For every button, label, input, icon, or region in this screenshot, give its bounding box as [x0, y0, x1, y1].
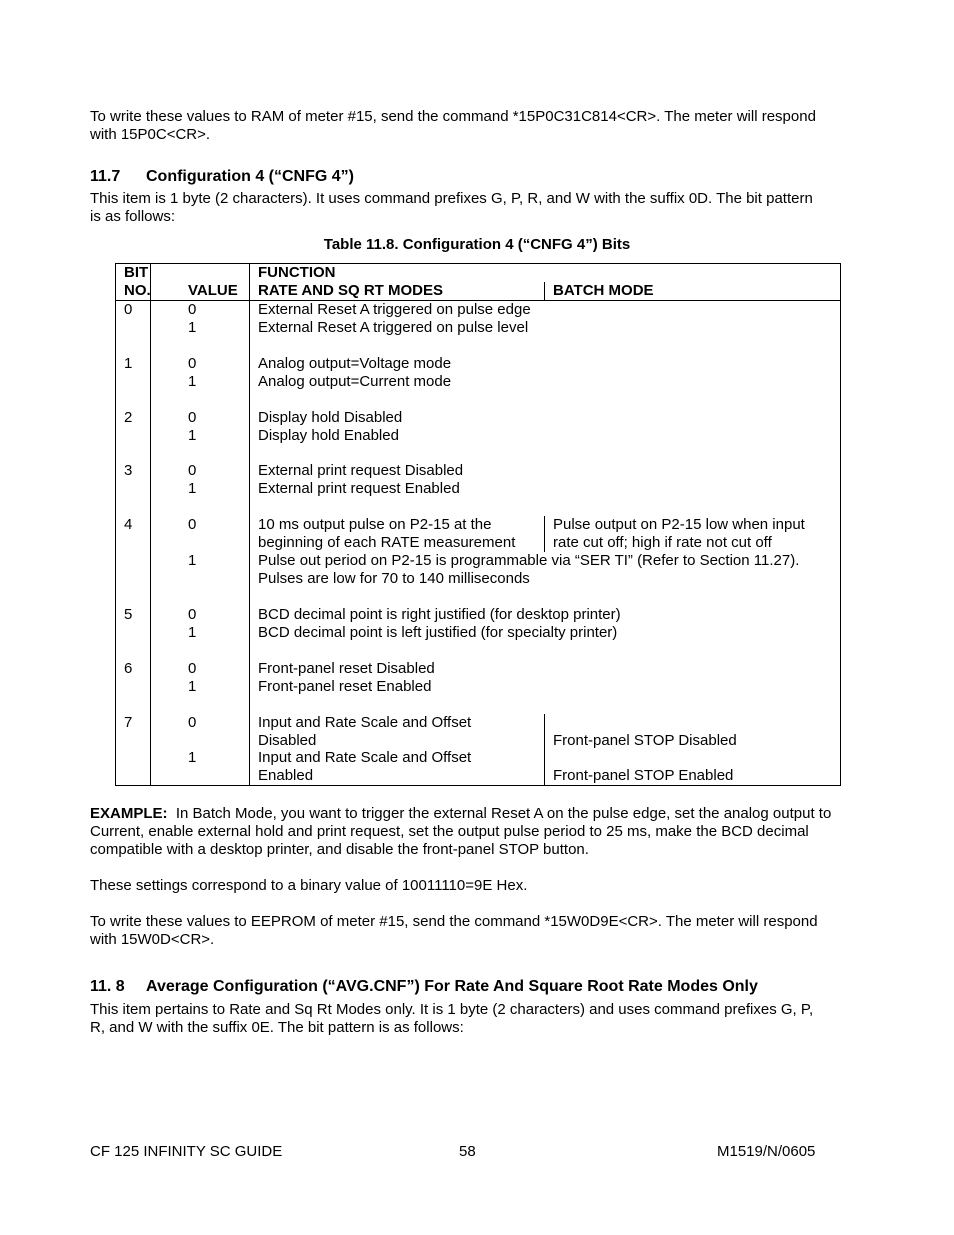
function-text: Pulses are low for 70 to 140 milliseconds: [258, 570, 530, 587]
eeprom-line-1: To write these values to EEPROM of meter #15, send the command *15W0D9E<CR>. The meter will respond: [90, 913, 818, 930]
function-text: Analog output=Current mode: [258, 373, 452, 390]
example-line-3: compatible with a desktop printer, and disable the front-panel STOP button.: [90, 841, 589, 858]
function-text: Input and Rate Scale and Offset: [258, 749, 472, 766]
header-batch-mode: BATCH MODE: [553, 282, 654, 299]
bit-value: 0: [188, 462, 197, 479]
bit-value: 0: [188, 660, 197, 677]
example-line-2: Current, enable external hold and print request, set the output pulse period to 25 ms, make the BCD decimal: [90, 823, 809, 840]
bit-value: 1: [188, 624, 197, 641]
settings-paragraph: These settings correspond to a binary value of 10011110=9E Hex.: [90, 877, 528, 894]
bit-value: 0: [188, 606, 197, 623]
column-divider-batch-header: [544, 282, 545, 300]
batch-text: Front-panel STOP Disabled: [553, 732, 737, 749]
table-caption: Table 11.8. Configuration 4 (“CNFG 4”) Bits: [323, 236, 631, 253]
header-bit-line-1: BIT: [124, 264, 149, 281]
example-paragraph: [90, 805, 870, 859]
function-text: Enabled: [258, 767, 314, 784]
function-text: Front-panel reset Disabled: [258, 660, 435, 677]
bit-number: 4: [124, 516, 133, 533]
column-divider-bit7: [544, 714, 545, 785]
bit-value: 1: [188, 552, 197, 569]
column-divider-bit4: [544, 516, 545, 552]
bit-number: 1: [124, 355, 133, 372]
bit-number: 6: [124, 660, 133, 677]
bit-value: 0: [188, 714, 197, 731]
function-text: BCD decimal point is right justified (for desktop printer): [258, 606, 621, 623]
header-rate-modes: RATE AND SQ RT MODES: [258, 282, 444, 299]
function-text: External print request Enabled: [258, 480, 460, 497]
function-text: 10 ms output pulse on P2-15 at the: [258, 516, 492, 533]
section-title: Average Configuration (“AVG.CNF”) For Rate And Square Root Rate Modes Only: [146, 978, 758, 995]
section-11-8-heading: [90, 978, 758, 996]
bit-number: 7: [124, 714, 133, 731]
example-line-1: In Batch Mode, you want to trigger the external Reset A on the pulse edge, set the analog output to: [167, 805, 832, 822]
batch-text: rate cut off; high if rate not cut off: [553, 534, 772, 551]
bit-value: 0: [188, 301, 197, 318]
column-divider-bit: [150, 264, 151, 785]
header-bit-line-2: NO.: [124, 282, 151, 299]
bit-value: 0: [188, 355, 197, 372]
batch-text: Pulse output on P2-15 low when input: [553, 516, 805, 533]
function-text: Pulse out period on P2-15 is programmable via “SER TI” (Refer to Section 11.27).: [258, 552, 800, 569]
intro-line-2: with 15P0C<CR>.: [90, 126, 211, 143]
batch-text: Front-panel STOP Enabled: [553, 767, 734, 784]
config-table: [115, 263, 841, 786]
section-11-8-body: [90, 1001, 870, 1037]
header-function: FUNCTION: [258, 264, 336, 281]
section-11-7-heading: [90, 168, 354, 186]
bit-number: 0: [124, 301, 133, 318]
function-text: beginning of each RATE measurement: [258, 534, 516, 551]
bit-number: 5: [124, 606, 133, 623]
bit-number: 2: [124, 409, 133, 426]
footer-guide-title: CF 125 INFINITY SC GUIDE: [90, 1143, 283, 1160]
function-text: Analog output=Voltage mode: [258, 355, 452, 372]
body-line-1: This item pertains to Rate and Sq Rt Modes only. It is 1 byte (2 characters) and uses command prefixes G, P,: [90, 1001, 814, 1018]
body-line-1: This item is 1 byte (2 characters). It uses command prefixes G, P, R, and W with the suffix 0D. The bit pattern: [90, 190, 813, 207]
example-label: EXAMPLE:: [90, 805, 168, 822]
bit-value: 1: [188, 427, 197, 444]
function-text: Display hold Disabled: [258, 409, 403, 426]
section-11-7-body: [90, 190, 870, 226]
bit-value: 1: [188, 373, 197, 390]
function-text: Disabled: [258, 732, 317, 749]
bit-value: 1: [188, 749, 197, 766]
function-text: Display hold Enabled: [258, 427, 399, 444]
function-text: Input and Rate Scale and Offset: [258, 714, 472, 731]
intro-line-1: To write these values to RAM of meter #15, send the command *15P0C31C814<CR>. The meter will respond: [90, 108, 816, 125]
header-value: VALUE: [188, 282, 238, 299]
function-text: Front-panel reset Enabled: [258, 678, 432, 695]
bit-value: 0: [188, 516, 197, 533]
section-title: Configuration 4 (“CNFG 4”): [146, 168, 354, 185]
footer-document-code: M1519/N/0605: [717, 1143, 816, 1160]
column-divider-value: [249, 264, 250, 785]
function-text: BCD decimal point is left justified (for specialty printer): [258, 624, 618, 641]
bit-value: 1: [188, 678, 197, 695]
footer-page-number: 58: [459, 1143, 476, 1160]
intro-paragraph: [90, 108, 870, 144]
bit-value: 1: [188, 480, 197, 497]
body-line-2: R, and W with the suffix 0E. The bit pattern is as follows:: [90, 1019, 464, 1036]
bit-value: 1: [188, 319, 197, 336]
section-number: 11.7: [90, 168, 121, 185]
function-text: External Reset A triggered on pulse edge: [258, 301, 531, 318]
section-number: 11. 8: [90, 978, 125, 995]
function-text: External Reset A triggered on pulse level: [258, 319, 529, 336]
bit-value: 0: [188, 409, 197, 426]
bit-number: 3: [124, 462, 133, 479]
function-text: External print request Disabled: [258, 462, 464, 479]
body-line-2: is as follows:: [90, 208, 176, 225]
eeprom-line-2: with 15W0D<CR>.: [90, 931, 215, 948]
eeprom-paragraph: [90, 913, 870, 949]
